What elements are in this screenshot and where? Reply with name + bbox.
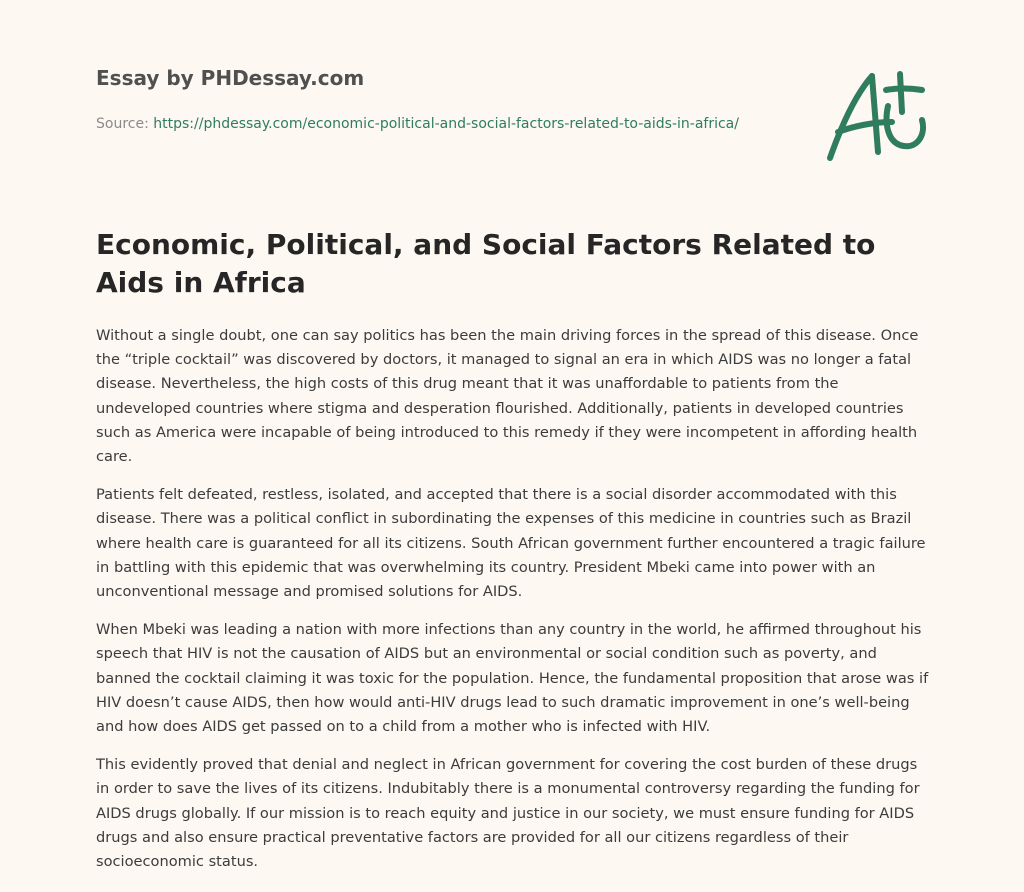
a-plus-grade-icon [818, 66, 930, 164]
source-label: Source: [96, 116, 154, 132]
essay-body [96, 324, 930, 888]
source-link[interactable]: https://phdessay.com/economic-political-and-social-factors-related-to-aids-in-africa/ [153, 116, 739, 132]
paragraph: Without a single doubt, one can say politics has been the main driving forces in the spread of this disease. Once the “triple cocktail” was discovered by doctors, it managed to signal an era in which AIDS was no longer a fatal disease. Nevertheless, the high costs of this drug meant that it was unaffordable to patients from the undeveloped countries where stigma and desperation flourished. Additionally, patients in developed countries such as America were incapable of being introduced to this remedy if they were incompetent in affording health care. [96, 327, 919, 466]
brand-title: Essay by PHDessay.com [96, 66, 365, 90]
source-line [96, 112, 776, 136]
paragraph: This evidently proved that denial and neglect in African government for covering the cost burden of these drugs in order to save the lives of its citizens. Indubitably there is a monumental controversy regarding the funding for AIDS drugs globally. If our mission is to reach equity and justice in our society, we must ensure funding for AIDS drugs and also ensure practical preventative factors are provided for all our citizens regardless of their socioeconomic status. [96, 756, 920, 871]
header [96, 64, 776, 136]
paragraph: Patients felt defeated, restless, isolated, and accepted that there is a social disorder accommodated with this disease. There was a political conflict in subordinating the expenses of this medicine in countries such as Brazil where health care is guaranteed for all its citizens. South African government further encountered a tragic failure in battling with this epidemic that was overwhelming its country. President Mbeki came into power with an unconventional message and promised solutions for AIDS. [96, 486, 926, 601]
essay-title: Economic, Political, and Social Factors Related to Aids in Africa [96, 228, 876, 299]
paragraph: When Mbeki was leading a nation with more infections than any country in the world, he affirmed throughout his speech that HIV is not the causation of AIDS but an environmental or social condition such as poverty, and banned the cocktail claiming it was toxic for the population. Hence, the fundamental proposition that arose was if HIV doesn’t cause AIDS, then how would anti-HIV drugs lead to such dramatic improvement in one’s well-being and how does AIDS get passed on to a child from a mother who is infected with HIV. [96, 621, 929, 736]
